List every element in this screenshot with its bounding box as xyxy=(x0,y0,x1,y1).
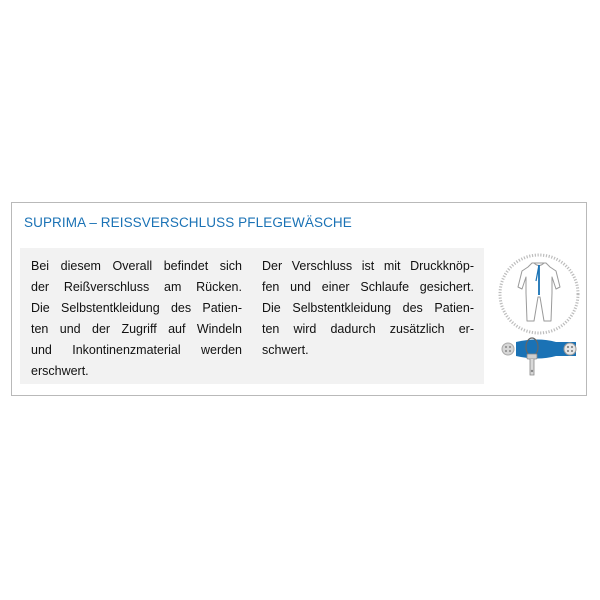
text-line: Die Selbstentkleidung des Patien- xyxy=(31,301,242,315)
description-column-2 xyxy=(262,256,474,361)
text-line: ten und der Zugriff auf Windeln xyxy=(31,322,242,336)
text-panel xyxy=(20,248,484,384)
snap-button-right xyxy=(564,343,576,355)
description-column-1 xyxy=(31,256,242,382)
text-line: Die Selbstentkleidung des Patien- xyxy=(262,301,474,315)
info-card xyxy=(11,202,587,396)
text-line: der Reißverschluss am Rücken. xyxy=(31,280,242,294)
snap-button-strap-icon xyxy=(502,338,576,375)
text-line: Der Verschluss ist mit Druckknöp- xyxy=(262,259,474,273)
text-line: fen und einer Schlaufe gesichert. xyxy=(262,280,474,294)
text-line: Bei diesem Overall befindet sich xyxy=(31,259,242,273)
text-line: erschwert. xyxy=(31,364,89,378)
snap-button-left xyxy=(502,343,514,355)
text-line: schwert. xyxy=(262,343,309,357)
text-line: und Inkontinenzmaterial werden xyxy=(31,343,242,357)
text-line: ten wird dadurch zusätzlich er- xyxy=(262,322,474,336)
card-title: SUPRIMA – REISSVERSCHLUSS PFLEGEWÄSCHE xyxy=(24,215,352,230)
overall-zipper-illustration xyxy=(498,251,580,383)
zipper-pull xyxy=(530,359,534,375)
zipper-slider xyxy=(527,354,537,359)
